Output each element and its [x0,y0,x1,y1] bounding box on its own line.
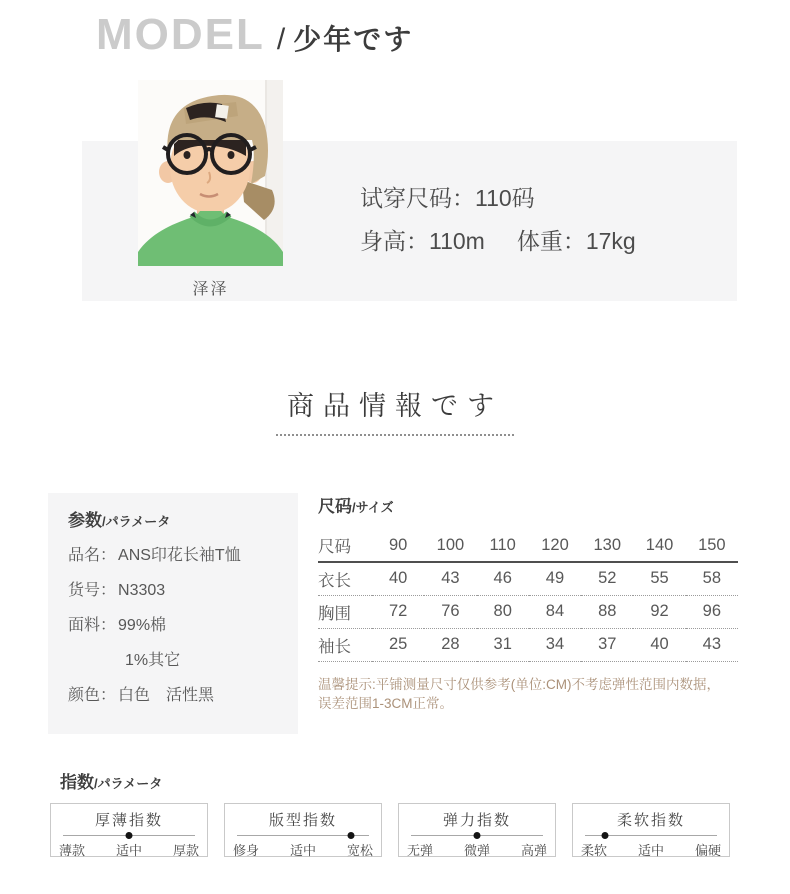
index-box-title: 厚薄指数 [94,812,163,829]
param-value: 白色 活性黑 [118,687,215,704]
dotted-divider [276,434,514,436]
size-header-row [318,529,738,562]
indices-title [60,773,162,794]
size-row-length [318,562,738,595]
header-subtitle: 少年です [293,24,414,55]
size-col-header: 130 [593,535,622,554]
size-cell: 43 [702,635,722,653]
index-box-fit [224,803,382,857]
model-header [96,10,413,60]
size-table-title [318,497,738,518]
param-label: 颜色： [68,687,117,704]
params-title [68,511,298,532]
size-cell: 52 [598,569,617,588]
index-box-title: 版型指数 [268,812,337,829]
index-label-left: 无弹 [407,843,434,858]
size-cell: 37 [598,635,617,653]
index-label-mid: 适中 [115,843,142,858]
index-label-mid: 适中 [289,843,316,858]
index-label-left: 修身 [233,843,260,858]
index-label-right: 偏硬 [694,843,721,858]
fit-size-line: 试穿尺码：110码 [360,185,535,211]
index-slider [237,830,369,840]
size-table [318,529,738,662]
params-title-cn: 参数 [68,511,102,530]
size-row-chest [318,595,738,628]
index-slider [411,830,543,840]
size-cell: 92 [650,602,669,620]
index-labels [225,840,381,859]
size-col-header: 90 [388,535,408,554]
height-weight-line [360,220,636,263]
param-value: 1%其它 [125,652,181,669]
size-col-header: 150 [698,535,726,554]
size-row-sleeve [318,628,738,661]
index-box-title: 弹力指数 [442,812,511,829]
size-cell: 28 [441,635,460,653]
header-slash: / [276,23,286,56]
param-row-fabric [68,608,298,643]
params-title-jp: /パラメータ [102,514,171,529]
brand-text: MODEL [96,10,265,59]
size-cell: 衣长 [318,571,351,590]
index-box-thickness [50,803,208,857]
size-col-header: 110 [489,535,516,554]
size-cell: 49 [545,569,565,588]
size-title-jp: /サイズ [352,500,394,515]
params-box [48,493,298,734]
size-cell: 胸围 [318,604,351,623]
size-col-header: 尺码 [318,538,351,556]
size-cell: 84 [545,602,565,620]
slider-dot [474,832,481,839]
size-cell: 43 [441,569,460,588]
fit-info [360,177,636,263]
section-title: 商品情報です [287,391,503,421]
size-cell: 96 [702,602,722,620]
size-title-cn: 尺码 [318,497,352,516]
size-section [318,497,738,714]
indices-title-cn: 指数 [60,773,94,792]
index-labels [51,840,207,859]
size-cell: 72 [388,602,408,620]
param-row-sku [68,573,298,608]
size-col-header: 120 [541,535,569,554]
index-box-elasticity [398,803,556,857]
size-cell: 40 [650,635,669,653]
index-label-right: 厚款 [172,843,199,858]
index-slider [585,830,717,840]
size-cell: 袖长 [318,637,351,656]
index-box-softness [572,803,730,857]
slider-dot [601,832,608,839]
height-text: 身高：110m [360,228,485,254]
model-photo [138,80,283,266]
size-cell: 58 [702,569,722,588]
size-cell: 31 [493,635,512,653]
index-label-right: 宽松 [346,843,373,858]
slider-dot [347,832,354,839]
size-cell: 25 [388,635,408,653]
index-label-left: 柔软 [581,843,608,858]
size-cell: 46 [493,569,512,588]
index-labels [573,840,729,859]
size-cell: 80 [493,602,512,620]
param-value: ANS印花长袖T恤 [118,547,241,564]
boy-photo-illustration [138,80,283,266]
slider-dot [126,832,133,839]
param-label: 品名： [68,547,117,564]
size-cell: 40 [388,569,408,588]
size-cell: 88 [598,602,617,620]
index-label-left: 薄款 [59,843,86,858]
param-row-name [68,538,298,573]
index-label-mid: 适中 [637,843,664,858]
size-note-line: 误差范围1-3CM正常。 [318,696,454,711]
size-col-header: 140 [645,535,674,554]
param-value: N3303 [118,582,166,599]
index-label-right: 高弹 [520,843,547,858]
indices-title-jp: /パラメータ [94,776,163,791]
param-label: 货号： [68,582,117,599]
size-note [318,675,738,714]
param-rows [68,538,298,713]
param-row-color [68,678,298,713]
size-cell: 55 [650,569,669,588]
model-name-caption: 泽泽 [192,281,229,298]
index-label-mid: 微弹 [463,843,490,858]
size-note-line: 温馨提示:平铺测量尺寸仅供参考(单位:CM)不考虑弹性范围内数据， [318,676,720,692]
size-col-header: 100 [436,535,465,554]
size-cell: 76 [441,602,460,620]
index-labels [399,840,555,859]
param-row-fabric-cont [68,643,298,678]
index-box-title: 柔软指数 [616,812,685,829]
index-slider [63,830,195,840]
size-cell: 34 [545,635,565,653]
param-value: 99%棉 [118,617,167,634]
param-label: 面料： [68,617,117,634]
weight-text: 体重：17kg [516,228,636,254]
product-info-section-head [0,384,790,436]
